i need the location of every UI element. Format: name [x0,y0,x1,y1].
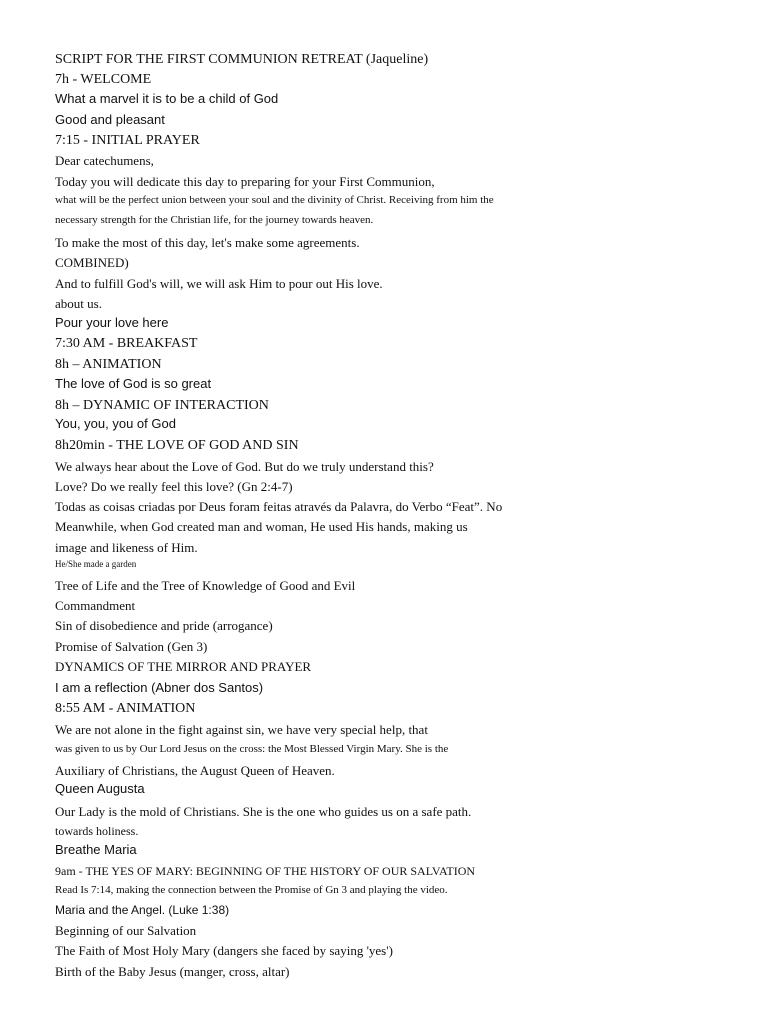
body-text: Tree of Life and the Tree of Knowledge of Good and Evil [55,578,356,593]
schedule-heading-yes-of-mary: 9am - THE YES OF MARY: BEGINNING OF THE HISTORY OF OUR SALVATION [55,864,476,878]
song-title: I am a reflection (Abner dos Santos) [55,680,264,695]
body-text: necessary strength for the Christian life, for the journey towards heaven. [55,214,374,226]
schedule-heading-initial-prayer: 7:15 - INITIAL PRAYER [55,133,200,148]
body-text: COMBINED) [55,255,129,270]
schedule-heading-interaction: 8h – DYNAMIC OF INTERACTION [55,398,269,413]
body-text: Auxiliary of Christians, the August Queen of Heaven. [55,763,335,778]
schedule-heading-love-of-god: 8h20min - THE LOVE OF GOD AND SIN [55,438,299,453]
body-text: To make the most of this day, let's make some agreements. [55,235,360,250]
song-title: Queen Augusta [55,781,145,796]
body-text: Promise of Salvation (Gen 3) [55,639,208,654]
song-title: What a marvel it is to be a child of God [55,91,279,106]
body-text: Commandment [55,598,136,613]
body-text: We are not alone in the fight against sin, we have very special help, that [55,722,428,737]
body-text: We always hear about the Love of God. But do we truly understand this? [55,459,434,474]
body-text: Maria and the Angel. (Luke 1:38) [55,903,230,917]
retreat-script-title: SCRIPT FOR THE FIRST COMMUNION RETREAT (Jaqueline) [55,52,429,67]
schedule-heading-breakfast: 7:30 AM - BREAKFAST [55,336,198,351]
body-text: about us. [55,296,102,311]
body-text: Dear catechumens, [55,153,154,168]
body-text: what will be the perfect union between your soul and the divinity of Christ. Receiving from him the [55,194,494,206]
song-title: Pour your love here [55,315,169,330]
body-text: Meanwhile, when God created man and woman, He used His hands, making us [55,519,468,534]
body-text: Our Lady is the mold of Christians. She is the one who guides us on a safe path. [55,804,472,819]
small-note: He/She made a garden [55,559,137,569]
body-text: The Faith of Most Holy Mary (dangers she faced by saying 'yes') [55,943,393,958]
body-text: towards holiness. [55,824,139,838]
body-text: Love? Do we really feel this love? (Gn 2:4-7) [55,479,293,494]
body-text: image and likeness of Him. [55,540,198,555]
song-title: The love of God is so great [55,376,212,391]
song-title: You, you, you of God [55,416,176,431]
schedule-heading-animation: 8h – ANIMATION [55,357,162,372]
body-text: was given to us by Our Lord Jesus on the cross: the Most Blessed Virgin Mary. She is the [55,743,449,755]
body-text: Today you will dedicate this day to preparing for your First Communion, [55,174,435,189]
body-text: And to fulfill God's will, we will ask Him to pour out His love. [55,276,383,291]
song-title: Breathe Maria [55,842,137,857]
schedule-heading-mirror-dynamics: DYNAMICS OF THE MIRROR AND PRAYER [55,659,312,674]
body-text: Read Is 7:14, making the connection between the Promise of Gn 3 and playing the video. [55,884,448,896]
body-text: Sin of disobedience and pride (arrogance) [55,618,273,633]
body-text: Beginning of our Salvation [55,923,197,938]
schedule-heading-welcome: 7h - WELCOME [55,72,152,87]
schedule-heading-animation-2: 8:55 AM - ANIMATION [55,701,196,716]
body-text: Todas as coisas criadas por Deus foram feitas através da Palavra, do Verbo “Feat”. No [55,499,503,514]
body-text: Birth of the Baby Jesus (manger, cross, altar) [55,964,290,979]
song-title: Good and pleasant [55,112,165,127]
